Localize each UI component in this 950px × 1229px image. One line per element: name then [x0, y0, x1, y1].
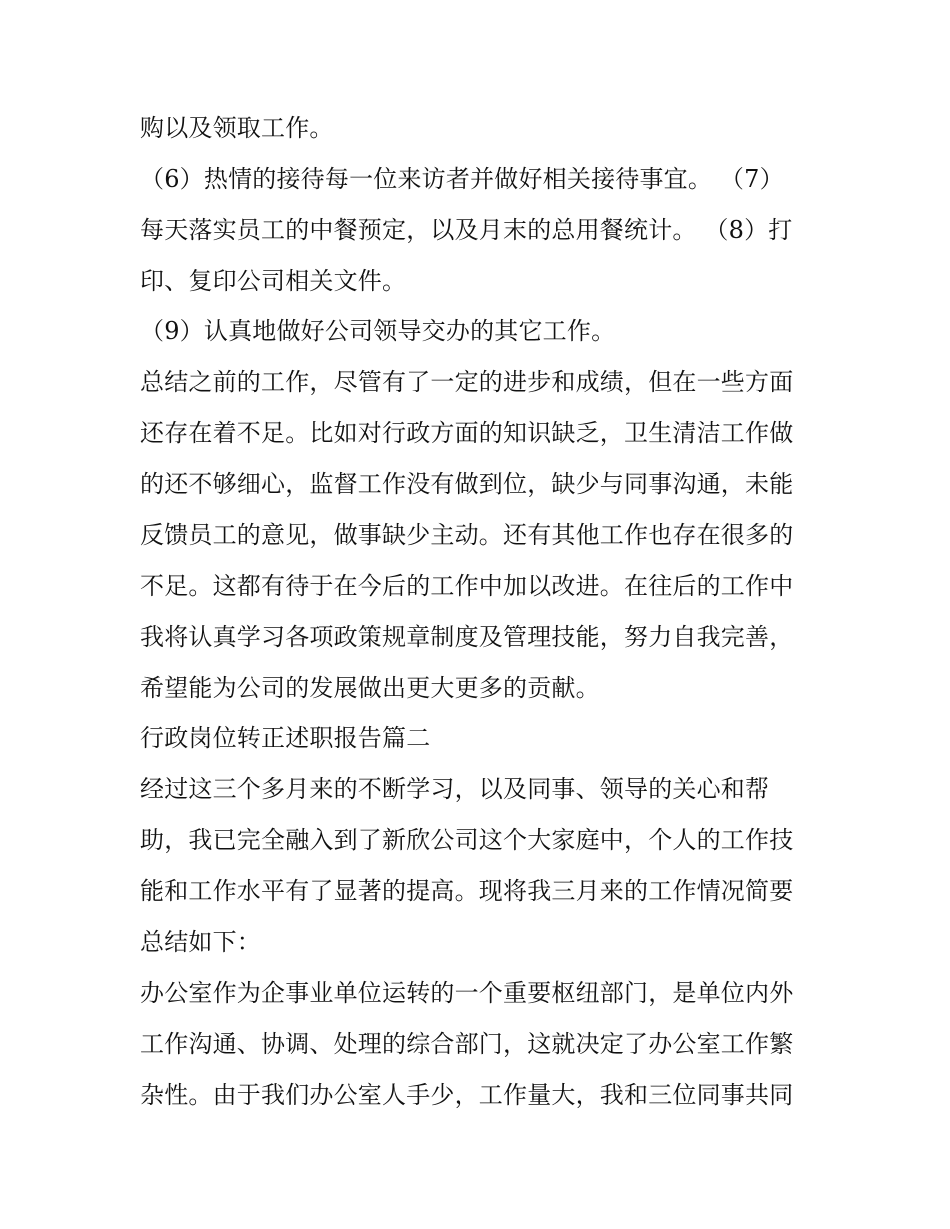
- text-line: （9）认真地做好公司领导交办的其它工作。: [140, 317, 616, 345]
- text-line: 工作沟通、协调、处理的综合部门，这就决定了办公室工作繁: [140, 1030, 794, 1058]
- text-line: （6）热情的接待每一位来访者并做好相关接待事宜。 （7）: [140, 165, 784, 193]
- text-line: 购以及领取工作。: [140, 114, 334, 142]
- text-line: 办公室作为企事业单位运转的一个重要枢纽部门，是单位内外: [140, 979, 794, 1007]
- text-line: 总结如下：: [140, 928, 261, 956]
- text-line: 反馈员工的意见，做事缺少主动。还有其他工作也存在很多的: [140, 521, 794, 549]
- text-line: 助，我已完全融入到了新欣公司这个大家庭中，个人的工作技: [140, 826, 794, 854]
- text-line: 我将认真学习各项政策规章制度及管理技能，努力自我完善，: [140, 623, 794, 651]
- text-line: 杂性。由于我们办公室人手少，工作量大，我和三位同事共同: [140, 1081, 794, 1109]
- text-line: 总结之前的工作，尽管有了一定的进步和成绩，但在一些方面: [140, 368, 794, 396]
- text-line: 印、复印公司相关文件。: [140, 267, 407, 295]
- text-line: 每天落实员工的中餐预定，以及月末的总用餐统计。 （8）打: [140, 216, 793, 244]
- text-line: 能和工作水平有了显著的提高。现将我三月来的工作情况简要: [140, 877, 794, 905]
- text-line: 经过这三个多月来的不断学习，以及同事、领导的关心和帮: [140, 775, 770, 803]
- section-heading: 行政岗位转正述职报告篇二: [140, 724, 431, 752]
- text-line: 的还不够细心，监督工作没有做到位，缺少与同事沟通，未能: [140, 470, 794, 498]
- text-line: 不足。这都有待于在今后的工作中加以改进。在往后的工作中: [140, 572, 794, 600]
- text-line: 希望能为公司的发展做出更大更多的贡献。: [140, 674, 600, 702]
- text-line: 还存在着不足。比如对行政方面的知识缺乏，卫生清洁工作做: [140, 419, 794, 447]
